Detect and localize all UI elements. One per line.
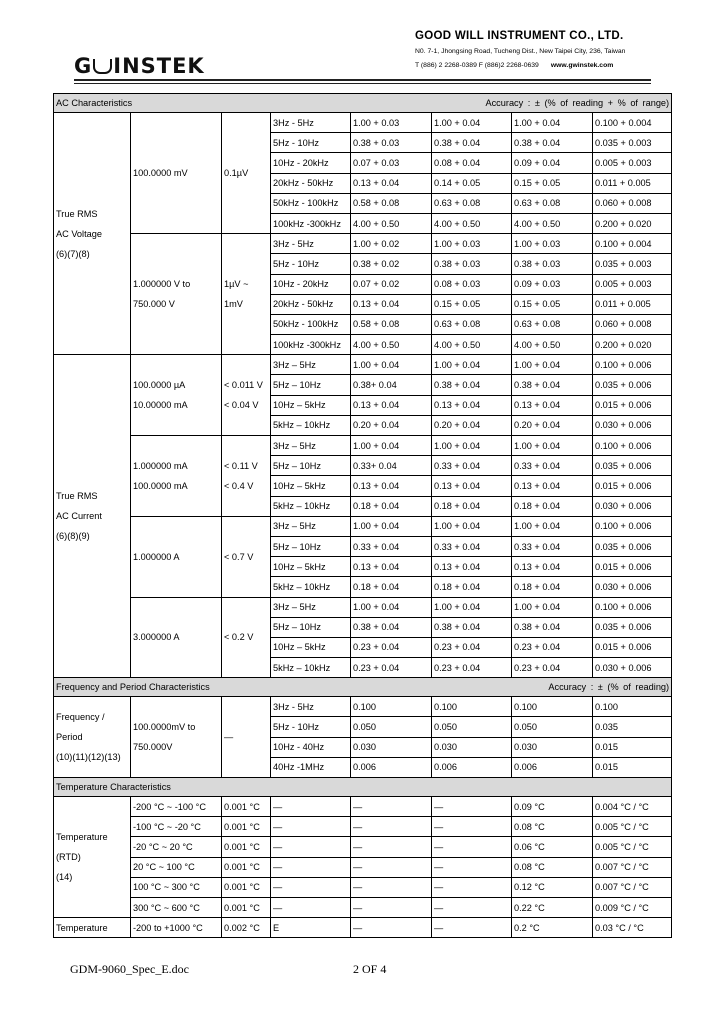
accuracy-90d-cell: 4.00 + 0.50 xyxy=(432,213,512,233)
temp-coefficient-cell: 0.100 + 0.004 xyxy=(593,234,672,254)
header-rule xyxy=(74,79,651,81)
accuracy-90d-cell: 1.00 + 0.04 xyxy=(432,516,512,536)
accuracy-24h-cell: — xyxy=(271,817,351,837)
accuracy-24h-cell: 0.100 xyxy=(351,697,432,717)
accuracy-24h-cell: — xyxy=(271,877,351,897)
accuracy-24h-cell: — xyxy=(351,918,432,938)
frequency-band-cell: 5Hz - 10Hz xyxy=(271,254,351,274)
range-cell: 100.0000 mV xyxy=(131,113,222,234)
freq-accuracy-note: Accuracy : ± (% of reading) xyxy=(548,682,670,693)
accuracy-24h-cell: 0.07 + 0.03 xyxy=(351,153,432,173)
temp-coefficient-cell: 0.011 + 0.005 xyxy=(593,294,672,314)
gwinstek-logo: G INSTEK xyxy=(74,54,205,78)
accuracy-24h-cell: 0.13 + 0.04 xyxy=(351,294,432,314)
accuracy-90d-cell: 1.00 + 0.04 xyxy=(432,436,512,456)
accuracy-1yr-cell: 0.13 + 0.04 xyxy=(512,476,593,496)
accuracy-1yr-cell: 1.00 + 0.04 xyxy=(512,436,593,456)
temp-coefficient-cell: 0.060 + 0.008 xyxy=(593,193,672,213)
accuracy-24h-cell: 4.00 + 0.50 xyxy=(351,335,432,355)
temp-coefficient-cell: 0.035 + 0.006 xyxy=(593,617,672,637)
accuracy-cell: 0.08 °C xyxy=(512,817,593,837)
frequency-band-cell: 10Hz – 5kHz xyxy=(271,637,351,657)
accuracy-24h-cell: 1.00 + 0.03 xyxy=(351,113,432,133)
accuracy-1yr-cell: 0.38 + 0.04 xyxy=(512,375,593,395)
accuracy-1yr-cell: 0.030 xyxy=(512,737,593,757)
resolution-cell: 0.001 °C xyxy=(222,877,271,897)
accuracy-1yr-cell: 0.050 xyxy=(512,717,593,737)
frequency-band-cell: 5Hz – 10Hz xyxy=(271,536,351,556)
accuracy-24h-cell: 0.33 + 0.04 xyxy=(351,536,432,556)
temp-coefficient-cell: 0.060 + 0.008 xyxy=(593,314,672,334)
temp-coefficient-cell: 0.030 + 0.006 xyxy=(593,577,672,597)
accuracy-90d-cell: — xyxy=(351,797,432,817)
accuracy-1yr-cell: 0.15 + 0.05 xyxy=(512,294,593,314)
accuracy-1yr-cell: — xyxy=(432,837,512,857)
table-row xyxy=(54,697,672,717)
accuracy-24h-cell: 1.00 + 0.04 xyxy=(351,516,432,536)
temp-coefficient-cell: 0.03 °C / °C xyxy=(593,918,672,938)
temp-coefficient-cell: 0.035 + 0.006 xyxy=(593,456,672,476)
accuracy-24h-cell: 0.030 xyxy=(351,737,432,757)
accuracy-90d-cell: 0.38 + 0.03 xyxy=(432,254,512,274)
temp-coefficient-cell: 0.100 + 0.006 xyxy=(593,355,672,375)
accuracy-1yr-cell: 0.38 + 0.03 xyxy=(512,254,593,274)
header-rule-thin xyxy=(74,83,651,84)
frequency-band-cell: E xyxy=(271,918,351,938)
temp-coefficient-cell: 0.015 + 0.006 xyxy=(593,557,672,577)
temp-coefficient-cell: 0.035 + 0.003 xyxy=(593,133,672,153)
accuracy-90d-cell: 0.15 + 0.05 xyxy=(432,294,512,314)
table-row xyxy=(54,857,672,877)
range-cell: 1.000000 A xyxy=(131,516,222,597)
company-name: GOOD WILL INSTRUMENT CO., LTD. xyxy=(415,30,624,42)
accuracy-90d-cell: 0.08 + 0.04 xyxy=(432,153,512,173)
accuracy-24h-cell: 1.00 + 0.04 xyxy=(351,355,432,375)
resolution-cell: — xyxy=(222,697,271,778)
accuracy-90d-cell: 0.20 + 0.04 xyxy=(432,415,512,435)
accuracy-90d-cell: 1.00 + 0.04 xyxy=(432,355,512,375)
accuracy-1yr-cell: 0.15 + 0.05 xyxy=(512,173,593,193)
accuracy-90d-cell: 0.006 xyxy=(432,757,512,777)
accuracy-24h-cell: 0.13 + 0.04 xyxy=(351,476,432,496)
accuracy-24h-cell: 0.13 + 0.04 xyxy=(351,395,432,415)
accuracy-24h-cell: — xyxy=(271,797,351,817)
frequency-band-cell: 3Hz – 5Hz xyxy=(271,355,351,375)
accuracy-1yr-cell: — xyxy=(432,897,512,917)
table-row xyxy=(54,897,672,917)
accuracy-1yr-cell: 0.13 + 0.04 xyxy=(512,395,593,415)
frequency-band-cell: 3Hz - 5Hz xyxy=(271,234,351,254)
table-row xyxy=(54,516,672,536)
freq-function-label: Frequency / Period (10)(11)(12)(13) xyxy=(54,697,131,778)
frequency-band-cell: 3Hz - 5Hz xyxy=(271,113,351,133)
accuracy-90d-cell: 0.030 xyxy=(432,737,512,757)
range-cell: 300 °C ~ 600 °C xyxy=(131,897,222,917)
accuracy-1yr-cell: 0.09 + 0.04 xyxy=(512,153,593,173)
accuracy-1yr-cell: 1.00 + 0.03 xyxy=(512,234,593,254)
temp-coefficient-cell: 0.035 + 0.006 xyxy=(593,536,672,556)
temp-coefficient-cell: 0.035 xyxy=(593,717,672,737)
ac-header-row xyxy=(54,94,672,113)
frequency-band-cell: 5Hz – 10Hz xyxy=(271,617,351,637)
footer-page-number: 2 OF 4 xyxy=(353,962,387,976)
resolution-cell: < 0.11 V < 0.4 V xyxy=(222,436,271,517)
resolution-cell: < 0.7 V xyxy=(222,516,271,597)
accuracy-24h-cell: — xyxy=(271,837,351,857)
accuracy-90d-cell: — xyxy=(351,897,432,917)
accuracy-1yr-cell: 0.006 xyxy=(512,757,593,777)
accuracy-24h-cell: 0.33+ 0.04 xyxy=(351,456,432,476)
temp-coefficient-cell: 0.007 °C / °C xyxy=(593,857,672,877)
accuracy-90d-cell: 0.14 + 0.05 xyxy=(432,173,512,193)
frequency-band-cell: 100kHz -300kHz xyxy=(271,335,351,355)
ac-current-function-label: True RMS AC Current (6)(8)(9) xyxy=(54,355,131,678)
frequency-band-cell: 5Hz - 10Hz xyxy=(271,717,351,737)
temp-coefficient-cell: 0.035 + 0.003 xyxy=(593,254,672,274)
temp-function-label: Temperature xyxy=(54,918,131,938)
accuracy-24h-cell: 1.00 + 0.04 xyxy=(351,436,432,456)
frequency-band-cell: 5Hz – 10Hz xyxy=(271,375,351,395)
accuracy-1yr-cell: 0.63 + 0.08 xyxy=(512,314,593,334)
accuracy-90d-cell: — xyxy=(351,877,432,897)
accuracy-90d-cell: 1.00 + 0.04 xyxy=(432,597,512,617)
temp-coefficient-cell: 0.100 + 0.006 xyxy=(593,597,672,617)
accuracy-90d-cell: 0.63 + 0.08 xyxy=(432,314,512,334)
frequency-band-cell: 10Hz - 40Hz xyxy=(271,737,351,757)
temp-coefficient-cell: 0.200 + 0.020 xyxy=(593,213,672,233)
accuracy-90d-cell: 0.13 + 0.04 xyxy=(432,395,512,415)
range-cell: 20 °C ~ 100 °C xyxy=(131,857,222,877)
company-address: N0. 7-1, Jhongsing Road, Tucheng Dist., New Taipei City, 236, Taiwan xyxy=(415,48,626,55)
accuracy-90d-cell: — xyxy=(432,918,512,938)
accuracy-1yr-cell: 0.63 + 0.08 xyxy=(512,193,593,213)
table-row xyxy=(54,597,672,617)
table-row xyxy=(54,877,672,897)
accuracy-90d-cell: 0.23 + 0.04 xyxy=(432,637,512,657)
temp-coefficient-cell: 0.100 + 0.006 xyxy=(593,436,672,456)
ac-accuracy-note: Accuracy : ± (% of reading + % of range) xyxy=(485,98,670,108)
accuracy-90d-cell: 0.33 + 0.04 xyxy=(432,456,512,476)
accuracy-90d-cell: 0.08 + 0.03 xyxy=(432,274,512,294)
temp-coefficient-cell: 0.015 + 0.006 xyxy=(593,395,672,415)
accuracy-24h-cell: 0.18 + 0.04 xyxy=(351,577,432,597)
range-cell: 100.0000 µA 10.00000 mA xyxy=(131,355,222,436)
temp-coefficient-cell: 0.100 xyxy=(593,697,672,717)
frequency-band-cell: 40Hz -1MHz xyxy=(271,757,351,777)
temp-function-label: Temperature (RTD) (14) xyxy=(54,797,131,918)
accuracy-1yr-cell: 0.13 + 0.04 xyxy=(512,557,593,577)
accuracy-cell: 0.12 °C xyxy=(512,877,593,897)
table-row xyxy=(54,797,672,817)
accuracy-cell: 0.06 °C xyxy=(512,837,593,857)
accuracy-1yr-cell: 0.33 + 0.04 xyxy=(512,456,593,476)
range-cell: -100 °C ~ -20 °C xyxy=(131,817,222,837)
accuracy-90d-cell: 0.13 + 0.04 xyxy=(432,557,512,577)
table-row xyxy=(54,817,672,837)
accuracy-90d-cell: 1.00 + 0.04 xyxy=(432,113,512,133)
accuracy-90d-cell: — xyxy=(351,857,432,877)
frequency-band-cell: 5Hz – 10Hz xyxy=(271,456,351,476)
temp-coefficient-cell: 0.015 + 0.006 xyxy=(593,476,672,496)
accuracy-90d-cell: 1.00 + 0.03 xyxy=(432,234,512,254)
page-header xyxy=(0,0,724,90)
resolution-cell: < 0.2 V xyxy=(222,597,271,678)
accuracy-cell: 0.08 °C xyxy=(512,857,593,877)
accuracy-24h-cell: 1.00 + 0.04 xyxy=(351,597,432,617)
freq-section-title: Accuracy : ± (% of reading) Frequency and Period Characteristics xyxy=(54,678,672,697)
resolution-cell: 0.001 °C xyxy=(222,837,271,857)
resolution-cell: 0.001 °C xyxy=(222,857,271,877)
accuracy-1yr-cell: — xyxy=(432,797,512,817)
table-row xyxy=(54,918,672,938)
accuracy-1yr-cell: 0.33 + 0.04 xyxy=(512,536,593,556)
accuracy-24h-cell: 1.00 + 0.02 xyxy=(351,234,432,254)
accuracy-24h-cell: 0.050 xyxy=(351,717,432,737)
accuracy-24h-cell: 0.38+ 0.04 xyxy=(351,375,432,395)
resolution-cell: 1µV ~ 1mV xyxy=(222,234,271,355)
accuracy-24h-cell: 0.13 + 0.04 xyxy=(351,557,432,577)
accuracy-90d-cell: 0.18 + 0.04 xyxy=(432,577,512,597)
table-row xyxy=(54,837,672,857)
frequency-band-cell: 5kHz – 10kHz xyxy=(271,658,351,678)
accuracy-90d-cell: 4.00 + 0.50 xyxy=(432,335,512,355)
accuracy-24h-cell: 0.13 + 0.04 xyxy=(351,173,432,193)
accuracy-1yr-cell: 0.100 xyxy=(512,697,593,717)
resolution-cell: 0.001 °C xyxy=(222,897,271,917)
resolution-cell: 0.001 °C xyxy=(222,817,271,837)
accuracy-1yr-cell: 0.23 + 0.04 xyxy=(512,658,593,678)
range-cell: 3.000000 A xyxy=(131,597,222,678)
frequency-band-cell: 20kHz - 50kHz xyxy=(271,173,351,193)
temp-coefficient-cell: 0.200 + 0.020 xyxy=(593,335,672,355)
temp-coefficient-cell: 0.030 + 0.006 xyxy=(593,496,672,516)
accuracy-24h-cell: 0.006 xyxy=(351,757,432,777)
frequency-band-cell: 5kHz – 10kHz xyxy=(271,577,351,597)
accuracy-cell: 0.22 °C xyxy=(512,897,593,917)
accuracy-90d-cell: 0.63 + 0.08 xyxy=(432,193,512,213)
accuracy-24h-cell: 0.23 + 0.04 xyxy=(351,637,432,657)
accuracy-1yr-cell: 4.00 + 0.50 xyxy=(512,335,593,355)
accuracy-1yr-cell: — xyxy=(432,877,512,897)
accuracy-90d-cell: 0.33 + 0.04 xyxy=(432,536,512,556)
footer-filename: GDM-9060_Spec_E.doc xyxy=(70,962,189,976)
frequency-band-cell: 10Hz – 5kHz xyxy=(271,476,351,496)
table-row xyxy=(54,234,672,254)
range-cell: -20 °C ~ 20 °C xyxy=(131,837,222,857)
temp-header-row xyxy=(54,778,672,797)
temp-coefficient-cell: 0.009 °C / °C xyxy=(593,897,672,917)
accuracy-90d-cell: 0.100 xyxy=(432,697,512,717)
frequency-band-cell: 5kHz – 10kHz xyxy=(271,415,351,435)
range-cell: 100.0000mV to 750.000V xyxy=(131,697,222,778)
frequency-band-cell: 5Hz - 10Hz xyxy=(271,133,351,153)
accuracy-1yr-cell: 0.09 + 0.03 xyxy=(512,274,593,294)
ac-voltage-function-label: True RMS AC Voltage (6)(7)(8) xyxy=(54,113,131,355)
spec-table xyxy=(53,93,672,938)
temp-section-title: Temperature Characteristics xyxy=(54,778,672,797)
range-cell: 1.000000 mA 100.0000 mA xyxy=(131,436,222,517)
temp-coefficient-cell: 0.030 + 0.006 xyxy=(593,415,672,435)
accuracy-24h-cell: 0.38 + 0.02 xyxy=(351,254,432,274)
frequency-band-cell: 10Hz - 20kHz xyxy=(271,274,351,294)
frequency-band-cell: 10Hz - 20kHz xyxy=(271,153,351,173)
freq-header-row xyxy=(54,678,672,697)
frequency-band-cell: 10Hz – 5kHz xyxy=(271,395,351,415)
accuracy-90d-cell: 0.13 + 0.04 xyxy=(432,476,512,496)
temp-coefficient-cell: 0.015 + 0.006 xyxy=(593,637,672,657)
range-cell: 100 °C ~ 300 °C xyxy=(131,877,222,897)
range-cell: -200 °C ~ -100 °C xyxy=(131,797,222,817)
accuracy-24h-cell: 0.38 + 0.03 xyxy=(351,133,432,153)
accuracy-1yr-cell: 1.00 + 0.04 xyxy=(512,597,593,617)
frequency-band-cell: 50kHz - 100kHz xyxy=(271,314,351,334)
accuracy-24h-cell: 0.58 + 0.08 xyxy=(351,314,432,334)
accuracy-24h-cell: — xyxy=(271,857,351,877)
temp-coefficient-cell: 0.011 + 0.005 xyxy=(593,173,672,193)
temp-coefficient-cell: 0.004 °C / °C xyxy=(593,797,672,817)
accuracy-90d-cell: 0.18 + 0.04 xyxy=(432,496,512,516)
accuracy-90d-cell: 0.050 xyxy=(432,717,512,737)
accuracy-24h-cell: 0.38 + 0.04 xyxy=(351,617,432,637)
accuracy-24h-cell: — xyxy=(271,897,351,917)
accuracy-1yr-cell: 0.18 + 0.04 xyxy=(512,577,593,597)
table-row xyxy=(54,355,672,375)
frequency-band-cell: 3Hz – 5Hz xyxy=(271,516,351,536)
accuracy-24h-cell: 0.18 + 0.04 xyxy=(351,496,432,516)
temp-coefficient-cell: 0.100 + 0.004 xyxy=(593,113,672,133)
accuracy-1yr-cell: 1.00 + 0.04 xyxy=(512,113,593,133)
table-row xyxy=(54,436,672,456)
frequency-band-cell: 100kHz -300kHz xyxy=(271,213,351,233)
range-cell: 1.000000 V to 750.000 V xyxy=(131,234,222,355)
ac-section-title: Accuracy : ± (% of reading + % of range) AC Characteristics xyxy=(54,94,672,113)
accuracy-cell: 0.2 °C xyxy=(512,918,593,938)
accuracy-1yr-cell: — xyxy=(432,857,512,877)
company-contact xyxy=(415,62,613,69)
accuracy-1yr-cell: 0.23 + 0.04 xyxy=(512,637,593,657)
frequency-band-cell: 5kHz – 10kHz xyxy=(271,496,351,516)
accuracy-1yr-cell: 0.20 + 0.04 xyxy=(512,415,593,435)
range-cell: -200 to +1000 °C xyxy=(131,918,222,938)
temp-coefficient-cell: 0.100 + 0.006 xyxy=(593,516,672,536)
accuracy-1yr-cell: 0.38 + 0.04 xyxy=(512,617,593,637)
frequency-band-cell: 3Hz - 5Hz xyxy=(271,697,351,717)
frequency-band-cell: 3Hz – 5Hz xyxy=(271,597,351,617)
accuracy-1yr-cell: 1.00 + 0.04 xyxy=(512,516,593,536)
temp-coefficient-cell: 0.015 xyxy=(593,757,672,777)
temp-coefficient-cell: 0.015 xyxy=(593,737,672,757)
website: www.gwinstek.com xyxy=(550,62,614,69)
temp-coefficient-cell: 0.005 °C / °C xyxy=(593,837,672,857)
accuracy-24h-cell: 0.23 + 0.04 xyxy=(351,658,432,678)
temp-coefficient-cell: 0.035 + 0.006 xyxy=(593,375,672,395)
resolution-cell: 0.002 °C xyxy=(222,918,271,938)
accuracy-1yr-cell: 0.18 + 0.04 xyxy=(512,496,593,516)
resolution-cell: 0.1µV xyxy=(222,113,271,234)
phone-fax: T (886) 2 2268-0389 F (886)2 2268-0639 xyxy=(415,62,539,69)
accuracy-90d-cell: 0.38 + 0.04 xyxy=(432,133,512,153)
accuracy-24h-cell: 0.58 + 0.08 xyxy=(351,193,432,213)
accuracy-90d-cell: — xyxy=(351,817,432,837)
accuracy-90d-cell: — xyxy=(351,837,432,857)
frequency-band-cell: 20kHz - 50kHz xyxy=(271,294,351,314)
accuracy-90d-cell: 0.38 + 0.04 xyxy=(432,375,512,395)
accuracy-1yr-cell: 4.00 + 0.50 xyxy=(512,213,593,233)
temp-coefficient-cell: 0.030 + 0.006 xyxy=(593,658,672,678)
frequency-band-cell: 3Hz – 5Hz xyxy=(271,436,351,456)
accuracy-1yr-cell: — xyxy=(432,817,512,837)
temp-coefficient-cell: 0.007 °C / °C xyxy=(593,877,672,897)
accuracy-24h-cell: 0.20 + 0.04 xyxy=(351,415,432,435)
frequency-band-cell: 50kHz - 100kHz xyxy=(271,193,351,213)
accuracy-1yr-cell: 0.38 + 0.04 xyxy=(512,133,593,153)
accuracy-24h-cell: 0.07 + 0.02 xyxy=(351,274,432,294)
accuracy-1yr-cell: 1.00 + 0.04 xyxy=(512,355,593,375)
temp-coefficient-cell: 0.005 + 0.003 xyxy=(593,153,672,173)
frequency-band-cell: 10Hz – 5kHz xyxy=(271,557,351,577)
resolution-cell: 0.001 °C xyxy=(222,797,271,817)
accuracy-90d-cell: 0.23 + 0.04 xyxy=(432,658,512,678)
accuracy-24h-cell: 4.00 + 0.50 xyxy=(351,213,432,233)
table-row xyxy=(54,113,672,133)
temp-coefficient-cell: 0.005 + 0.003 xyxy=(593,274,672,294)
accuracy-90d-cell: 0.38 + 0.04 xyxy=(432,617,512,637)
temp-coefficient-cell: 0.005 °C / °C xyxy=(593,817,672,837)
resolution-cell: < 0.011 V < 0.04 V xyxy=(222,355,271,436)
accuracy-cell: 0.09 °C xyxy=(512,797,593,817)
